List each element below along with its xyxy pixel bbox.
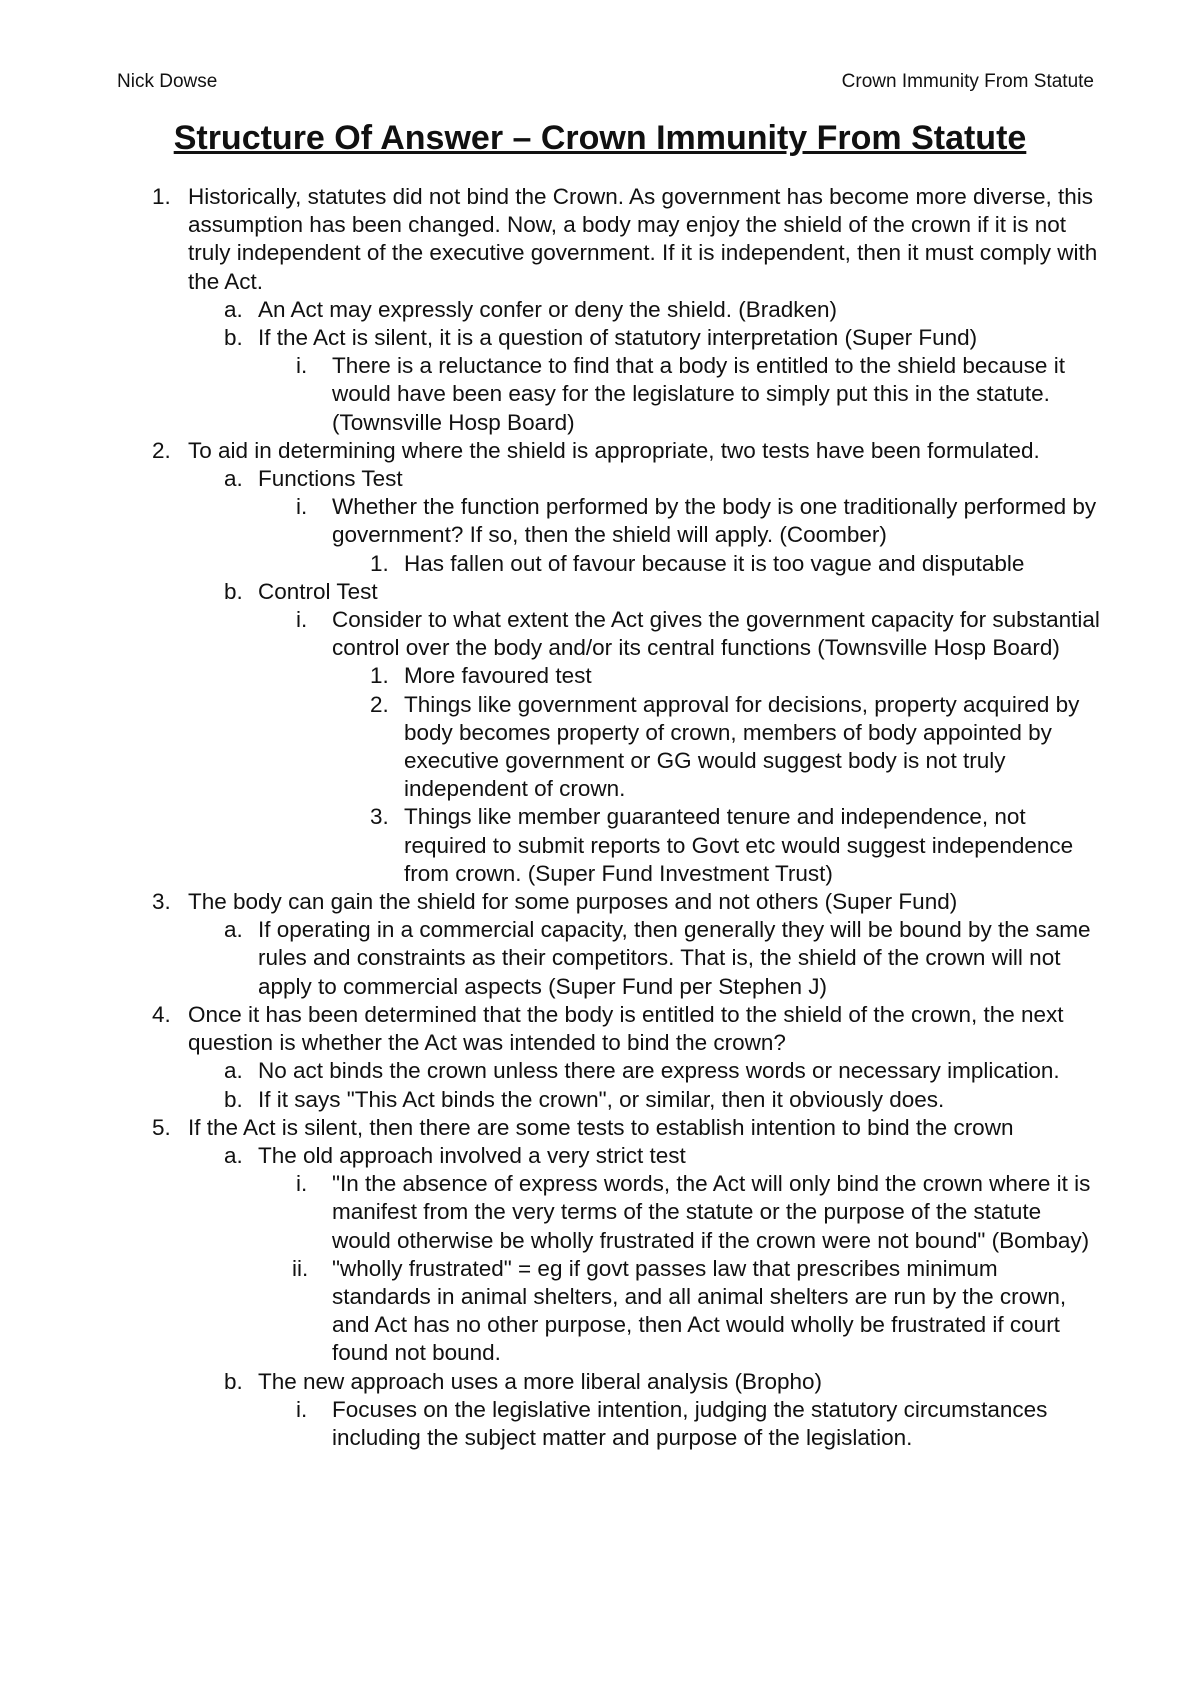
outline-item: [0, 1114, 1200, 1142]
outline-item: [0, 1142, 1200, 1170]
list-marker: b.: [224, 1086, 243, 1112]
list-marker: 3.: [152, 889, 171, 915]
outline-item: [0, 493, 1200, 549]
answer-outline: [0, 183, 1200, 1452]
outline-item: [0, 1170, 1200, 1255]
list-marker: i.: [296, 494, 308, 520]
list-marker: 3.: [370, 804, 389, 830]
list-text: Control Test: [258, 578, 378, 604]
outline-item: [0, 1057, 1200, 1085]
list-marker: 1.: [370, 663, 389, 689]
list-marker: 2.: [370, 691, 389, 717]
list-text: Historically, statutes did not bind the Crown. As government has become more diverse, this assumption has been changed. Now, a body may enjoy the shield of the crown if it is not truly independent of the executive government. If it is independent, then it must comply with the Act.: [188, 184, 1098, 294]
list-text: Things like member guaranteed tenure and independence, not required to submit reports to Govt etc would suggest independence from crown. (Super Fund Investment Trust): [404, 804, 1074, 886]
list-text: More favoured test: [404, 663, 592, 689]
list-text: An Act may expressly confer or deny the shield. (Bradken): [258, 296, 838, 322]
list-text: If the Act is silent, then there are some tests to establish intention to bind the crown: [188, 1114, 1014, 1140]
list-marker: 5.: [152, 1114, 171, 1140]
list-text: If the Act is silent, it is a question of statutory interpretation (Super Fund): [258, 325, 978, 351]
list-marker: a.: [224, 1142, 243, 1168]
outline-item: [0, 1086, 1200, 1114]
list-text: Functions Test: [258, 466, 403, 492]
outline-item: [0, 437, 1200, 465]
list-text: The body can gain the shield for some purposes and not others (Super Fund): [188, 889, 958, 915]
list-marker: b.: [224, 578, 243, 604]
outline-item: [0, 1255, 1200, 1368]
list-marker: 4.: [152, 1001, 171, 1027]
list-text: If it says "This Act binds the crown", or similar, then it obviously does.: [258, 1086, 945, 1112]
page-title: Structure Of Answer – Crown Immunity From Statute: [173, 119, 1027, 157]
outline-item: [0, 1001, 1200, 1057]
list-text: The old approach involved a very strict test: [258, 1142, 686, 1168]
list-text: Has fallen out of favour because it is too vague and disputable: [404, 550, 1025, 576]
list-marker: 2.: [152, 437, 171, 463]
outline-item: [0, 578, 1200, 606]
list-marker: 1.: [370, 550, 389, 576]
outline-item: [0, 803, 1200, 888]
list-text: "In the absence of express words, the Act will only bind the crown where it is manifest from the very terms of the statute or the purpose of the statute would otherwise be wholly frustrated if the crown were not bound" (Bombay): [332, 1171, 1091, 1253]
outline-item: [0, 550, 1200, 578]
list-text: Consider to what extent the Act gives the government capacity for substantial control over the body and/or its central functions (Townsville Hosp Board): [332, 607, 1100, 661]
list-text: Whether the function performed by the body is one traditionally performed by government? If so, then the shield will apply. (Coomber): [332, 494, 1097, 548]
outline-item: [0, 352, 1200, 437]
outline-item: [0, 888, 1200, 916]
outline-item: [0, 183, 1200, 296]
list-marker: i.: [296, 353, 308, 379]
list-marker: ii.: [292, 1255, 309, 1281]
list-marker: i.: [296, 607, 308, 633]
page-header: [117, 71, 1094, 93]
outline-item: [0, 691, 1200, 804]
outline-item: [0, 324, 1200, 352]
list-marker: 1.: [152, 184, 171, 209]
list-text: If operating in a commercial capacity, then generally they will be bound by the same rules and constraints as their competitors. That is, the shield of the crown will not apply to commercial aspects (Super Fund per Stephen J): [258, 917, 1091, 999]
outline-item: [0, 296, 1200, 324]
list-text: No act binds the crown unless there are express words or necessary implication.: [258, 1058, 1060, 1084]
list-text: Things like government approval for decisions, property acquired by body becomes property of crown, members of body appointed by executive government or GG would suggest body is not truly independent of crown.: [404, 691, 1080, 802]
list-text: To aid in determining where the shield is appropriate, two tests have been formulated.: [188, 437, 1040, 463]
list-marker: i.: [296, 1171, 308, 1197]
document-topic: Crown Immunity From Statute: [841, 71, 1094, 92]
list-marker: b.: [224, 1368, 243, 1394]
list-text: There is a reluctance to find that a body is entitled to the shield because it would have been easy for the legislature to simply put this in the statute. (Townsville Hosp Board): [332, 353, 1065, 435]
outline-item: [0, 606, 1200, 662]
author-name: Nick Dowse: [117, 71, 218, 92]
list-text: The new approach uses a more liberal analysis (Bropho): [258, 1368, 823, 1394]
list-marker: a.: [224, 296, 243, 322]
outline-item: [0, 662, 1200, 690]
list-text: Focuses on the legislative intention, judging the statutory circumstances including the subject matter and purpose of the legislation.: [332, 1396, 1048, 1450]
outline-item: [0, 1396, 1200, 1452]
list-text: "wholly frustrated" = eg if govt passes law that prescribes minimum standards in animal shelters, and all animal shelters are run by the crown, and Act has no other purpose, then Act would wholly be frustrated if court found not bound.: [332, 1255, 1067, 1366]
list-marker: i.: [296, 1396, 308, 1422]
outline-item: [0, 916, 1200, 1001]
list-marker: a.: [224, 917, 243, 943]
list-text: Once it has been determined that the body is entitled to the shield of the crown, the next question is whether the Act was intended to bind the crown?: [188, 1001, 1064, 1056]
list-marker: a.: [224, 466, 243, 492]
list-marker: a.: [224, 1058, 243, 1084]
outline-item: [0, 1368, 1200, 1396]
outline-item: [0, 465, 1200, 493]
list-marker: b.: [224, 325, 243, 351]
